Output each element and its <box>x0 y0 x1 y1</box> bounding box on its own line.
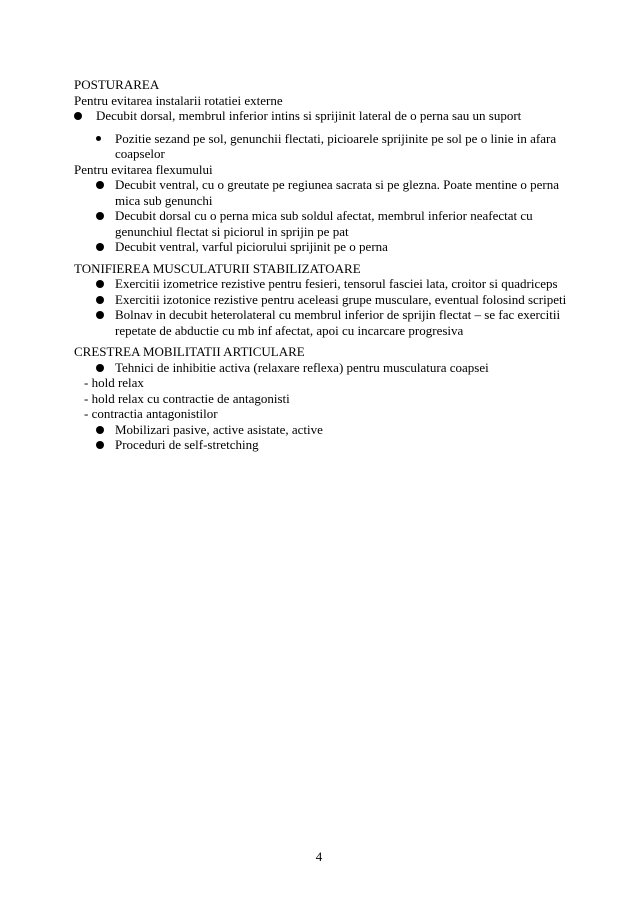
list-item-text: Mobilizari pasive, active asistate, active <box>115 421 323 437</box>
list-item <box>74 360 574 376</box>
dash-item: - contractia antagonistilor <box>84 406 218 421</box>
list-item-text: Decubit ventral, varful piciorului sprijinit pe o perna <box>115 239 388 254</box>
bullet-icon <box>96 441 104 449</box>
list-item <box>74 276 574 292</box>
section-heading-posturarea: POSTURAREA <box>74 77 160 92</box>
list-item-text: Decubit ventral, cu o greutate pe regiunea sacrata si pe glezna. Poate mentine o perna <box>115 177 559 192</box>
bullet-icon <box>96 364 104 372</box>
list-item <box>74 422 574 438</box>
list-item-text: Exercitii izotonice rezistive pentru aceleasi grupe musculare, eventual folosind scripeti <box>115 291 567 307</box>
bullet-icon <box>96 243 104 251</box>
list-item <box>74 239 574 255</box>
list-item <box>74 177 574 208</box>
list-item-text: Pozitie sezand pe sol, genunchii flectati, picioarele sprijinite pe sol pe o linie in afara <box>115 130 557 146</box>
list-item <box>74 208 574 239</box>
bullet-icon <box>96 181 104 189</box>
list-item-text-continued: coapselor <box>115 146 165 161</box>
dash-item: - hold relax <box>84 375 144 390</box>
page-number: 4 <box>315 849 323 864</box>
list-item <box>74 307 574 338</box>
dash-item: - hold relax cu contractie de antagonisti <box>84 390 290 406</box>
list-item-text: Bolnav in decubit heterolateral cu membrul inferior de sprijin flectat – se fac exercitii <box>115 307 561 322</box>
subheading-rotatie-externa: Pentru evitarea instalarii rotatiei externe <box>74 92 283 108</box>
bullet-icon <box>96 212 104 220</box>
bullet-icon <box>96 426 104 434</box>
list-item <box>74 131 574 162</box>
section-heading-crestrea: CRESTREA MOBILITATII ARTICULARE <box>74 344 305 359</box>
list-item <box>74 437 574 453</box>
list-item-text-continued: repetate de abductie cu mb inf afectat, apoi cu incarcare progresiva <box>115 322 464 338</box>
list-item <box>74 292 574 308</box>
bullet-icon <box>96 136 101 141</box>
list-item-text-continued: mica sub genunchi <box>115 192 213 208</box>
bullet-icon <box>74 112 82 120</box>
section-heading-tonifierea: TONIFIEREA MUSCULATURII STABILIZATOARE <box>74 260 361 276</box>
bullet-icon <box>96 296 104 304</box>
list-item-text: Exercitii izometrice rezistive pentru fesieri, tensorul fasciei lata, croitor si quadriceps <box>115 276 558 291</box>
list-item <box>74 108 574 124</box>
list-item-text: Decubit dorsal, membrul inferior intins si sprijinit lateral de o perna sau un suport <box>96 108 522 123</box>
bullet-icon <box>96 311 104 319</box>
list-item-text: Decubit dorsal cu o perna mica sub soldul afectat, membrul inferior neafectat cu <box>115 208 533 223</box>
bullet-icon <box>96 280 104 288</box>
list-item-text: Tehnici de inhibitie activa (relaxare reflexa) pentru musculatura coapsei <box>115 359 489 375</box>
list-item-text-continued: genunchiul flectat si piciorul in sprijin pe pat <box>115 223 349 239</box>
subheading-flexum: Pentru evitarea flexumului <box>74 161 213 177</box>
list-item-text: Proceduri de self-stretching <box>115 437 259 452</box>
page-content <box>74 77 574 453</box>
